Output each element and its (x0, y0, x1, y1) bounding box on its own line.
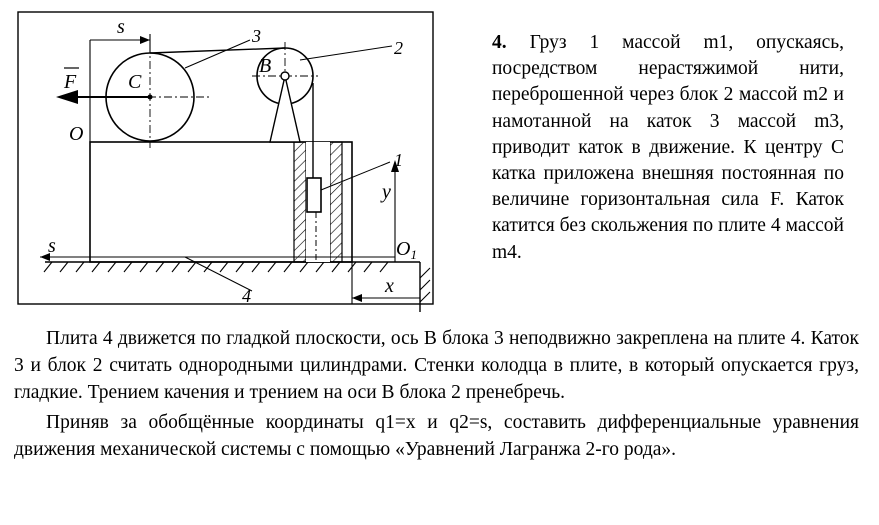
figure-frame (18, 12, 433, 304)
label-center-b: B (259, 55, 272, 77)
label-num-2: 2 (394, 38, 403, 58)
label-force-f: F (64, 71, 77, 93)
problem-statement (492, 30, 844, 266)
problem-number: 4. (492, 32, 507, 53)
label-origin-o1: $O_1$ (396, 238, 417, 262)
label-num-3: 3 (252, 26, 261, 46)
ground (44, 262, 420, 272)
load-1 (307, 178, 321, 212)
thread-top (150, 48, 285, 53)
label-num-4: 4 (242, 286, 251, 306)
label-axis-s: s (48, 235, 56, 257)
paragraph-2: Приняв за обобщённые координаты q1=x и q2=s, составить дифференциальные уравнения движения механической системы с помощью «Уравнений Лагранжа 2-го рода». (14, 412, 859, 461)
problem-text: Груз 1 массой m1, опускаясь, посредством нерастяжимой нити, переброшенной через блок 2 массой m2 и намотанной на каток 3 массой m3, приводит каток в движение. К центру C катка приложена внешняя постоянная по величине горизонтальная сила F. Каток катится без скольжения по плите 4 массой m4. (492, 32, 844, 263)
label-s-top: s (117, 16, 125, 38)
paragraph-1: Плита 4 движется по гладкой плоскости, ось B блока 3 неподвижно закреплена на плите 4. Каток 3 и блок 2 считать однородными цилиндрами. Стенки колодца в плите, в который опускается груз, гладкие. Трением качения и трением на оси B блока 2 пренебречь. (14, 328, 859, 403)
label-axis-x: x (385, 275, 394, 297)
mechanism-diagram (0, 0, 470, 320)
label-axis-y: y (382, 181, 391, 203)
label-center-c: C (128, 71, 142, 93)
mechanism-figure (0, 0, 470, 320)
label-num-1: 1 (394, 150, 403, 170)
label-origin-o: O (69, 123, 84, 145)
conditions-text (14, 326, 859, 464)
